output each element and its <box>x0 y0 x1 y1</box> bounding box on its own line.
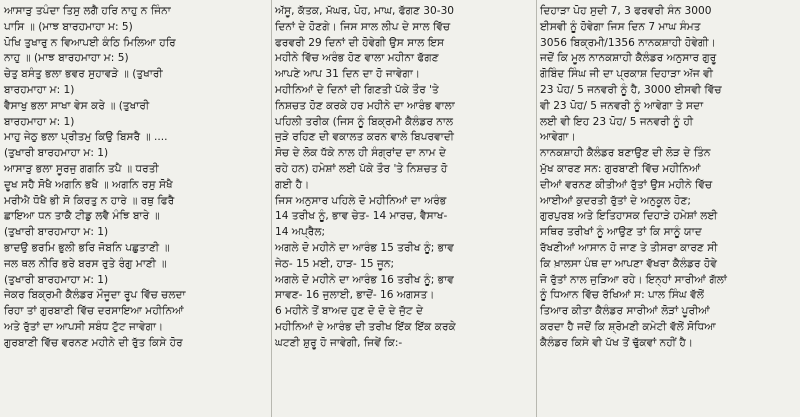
text-line: ਕੈਲੰਡਰ ਕਿਸੇ ਵੀ ਪੱਖ ਤੋਂ ਢੁੱਕਵਾਂ ਨਹੀਂ ਹੈ। <box>540 336 693 349</box>
text-line: ਆਈਆਂ ਕੁਦਰਤੀ ਰੁੱਤਾਂ ਦੇ ਅਨੁਕੂਲ ਹੋਣ; <box>540 194 691 207</box>
text-line: ਘਟਣੀ ਸ਼ੁਰੂ ਹੋ ਜਾਵੇਗੀ, ਜਿਵੇਂ ਕਿ:- <box>275 336 403 349</box>
column-1 <box>0 4 271 417</box>
text-line: ਵੀ 23 ਪੋਹ/ 5 ਜਨਵਰੀ ਨੂੰ ਆਵੇਗਾ ਤੇ ਸਦਾ <box>540 99 704 112</box>
text-line: ਕਰਦਾ ਹੈ ਜਦੋਂ ਕਿ ਸ਼੍ਰੋਮਣੀ ਕਮੇਟੀ ਵੱਲੋਂ ਸੋਧਿਆ <box>540 320 716 333</box>
text-line: ਅਗਲੇ ਦੋ ਮਹੀਨੇ ਦਾ ਆਰੰਭ 15 ਤਰੀਖ ਨੂੰ; ਭਾਵ <box>275 241 454 254</box>
text-line: ਰਹੇ ਹਨ) ਹਮੇਸ਼ਾਂ ਲਈ ਪੱਕੇ ਤੌਰ 'ਤੇ ਨਿਸ਼ਚਤ ਹੋ <box>275 162 448 175</box>
text-line: ਸਥਿਰ ਤਰੀਖਾਂ ਨੂੰ ਆਉਣ ਤਾਂ ਕਿ ਸਾਨੂੰ ਯਾਦ <box>540 226 702 239</box>
text-line: ਮਹੀਨੇ ਵਿੱਚ ਅਰੰਭ ਹੋਣ ਵਾਲਾ ਮਹੀਨਾ ਫੱਗਣ <box>275 52 439 65</box>
text-line: 3056 ਬਿਕ੍ਰਮੀ/1356 ਨਾਨਕਸ਼ਾਹੀ ਹੋਵੇਗੀ। <box>540 36 716 49</box>
text-line: ਦੂਖ ਸਹੈ ਸੋਖੈ ਅਗਨਿ ਭਖੈ ॥ ਅਗਨਿ ਰਸੁ ਸੋਖੈ <box>4 178 173 191</box>
text-line: ਫਰਵਰੀ 29 ਦਿਨਾਂ ਦੀ ਹੋਵੇਗੀ ਉਸ ਸਾਲ ਇਸ <box>275 36 445 49</box>
text-line: ਛਾਇਆ ਧਨ ਤਾਕੈ ਟੀਡੁ ਲਵੈ ਮੰਝਿ ਬਾਰੇ ॥ <box>4 210 160 223</box>
text-line: ਨੂੰ ਧਿਆਨ ਵਿੱਚ ਰੱਖਿਆਂ ਸ: ਪਾਲ ਸਿੰਘ ਵੱਲੋਂ <box>540 289 704 302</box>
text-line: ਗੁਰਪੁਰਬ ਅਤੇ ਇਤਿਹਾਸਕ ਦਿਹਾੜੇ ਹਮੇਸ਼ਾਂ ਲਈ <box>540 210 718 223</box>
text-line: ਨਿਸ਼ਚਤ ਹੋਣ ਕਰਕੇ ਹਰ ਮਹੀਨੇ ਦਾ ਆਰੰਭ ਵਾਲਾ <box>275 99 455 112</box>
text-line: ਪਾਸਿ ॥ (ਮਾਝ ਬਾਰਹਮਾਹਾ ਮ: 5) <box>4 20 133 33</box>
text-line: ਭਾਦਉ ਭਰਮਿ ਭੁਲੀ ਭਰਿ ਜੋਬਨਿ ਪਛੁਤਾਣੀ ॥ <box>4 241 170 254</box>
text-line: ਈਸਵੀ ਨੂੰ ਹੋਵੇਗਾ ਜਿਸ ਦਿਨ 7 ਮਾਘ ਸੰਮਤ <box>540 20 701 33</box>
text-line: ਪੋਖਿ ਤੁਖਾਰੁ ਨ ਵਿਆਪਈ ਕੰਠਿ ਮਿਲਿਆ ਹਰਿ <box>4 36 176 49</box>
text-line: ਤਿਆਰ ਕੀਤਾ ਕੈਲੰਡਰ ਸਾਰੀਆਂ ਲੋੜਾਂ ਪੂਰੀਆਂ <box>540 305 710 318</box>
text-line: ਮਹੀਨਿਆਂ ਦੇ ਦਿਨਾਂ ਦੀ ਗਿਣਤੀ ਪੱਕੇ ਤੌਰ 'ਤੇ <box>275 83 439 96</box>
text-line: ਦਿਨਾਂ ਦੇ ਹੋਣਗੇ। ਜਿਸ ਸਾਲ ਲੀਪ ਦੇ ਸਾਲ ਵਿੱਚ <box>275 20 451 33</box>
text-line: ਮਰੀਐ ਧੋਖੈ ਭੀ ਸੋ ਕਿਰਤੁ ਨ ਹਾਰੇ ॥ ਰਥੁ ਫਿਰੈ <box>4 194 175 207</box>
text-line: (ਤੁਖਾਰੀ ਬਾਰਹਮਾਹਾ ਮ: 1) <box>4 226 109 239</box>
text-line: ਸੋਚ ਦੇ ਲੋਕ ਧੱਕੇ ਨਾਲ ਹੀ ਸੰਗ੍ਰਾਂਦ ਦਾ ਨਾਮ ਦੇ <box>275 147 446 160</box>
text-line: ਦਿਹਾੜਾ ਪੋਹ ਸੁਦੀ 7, 3 ਫਰਵਰੀ ਸੰਨ 3000 <box>540 5 712 17</box>
text-line: (ਤੁਖਾਰੀ ਬਾਰਹਮਾਹਾ ਮ: 1) <box>4 147 109 160</box>
text-line: ਜੇਕਰ ਬਿਕ੍ਰਮੀ ਕੈਲੰਡਰ ਮੌਜੂਦਾ ਰੂਪ ਵਿੱਚ ਚਲਦਾ <box>4 289 186 302</box>
text-line: ਬਾਰਹਮਾਹਾ ਮ: 1) <box>4 115 75 128</box>
text-line: ਮਾਹੁ ਜੇਠੁ ਭਲਾ ਪ੍ਰੀਤਮੁ ਕਿਉ ਬਿਸਰੈ ॥ .... <box>4 131 168 144</box>
column-3 <box>536 4 800 417</box>
text-line: ਆਸਾੜੁ ਤਪੰਦਾ ਤਿਸੁ ਲਗੈ ਹਰਿ ਨਾਹੁ ਨ ਜਿੰਨਾ <box>4 5 171 17</box>
text-line: ਗੁਰਬਾਣੀ ਵਿੱਚ ਵਰਨਣ ਮਹੀਨੇ ਦੀ ਰੁੱਤ ਕਿਸੇ ਹੋਰ <box>4 336 183 349</box>
text-line: ਬਾਰਹਮਾਹਾ ਮ: 1) <box>4 83 75 96</box>
text-line: ਆਸਾੜੁ ਭਲਾ ਸੂਰਜੁ ਗਗਨਿ ਤਪੈ ॥ ਧਰਤੀ <box>4 162 159 175</box>
text-line: ਆਵੇਗਾ। <box>540 131 576 144</box>
text-line: (ਤੁਖਾਰੀ ਬਾਰਹਮਾਹਾ ਮ: 1) <box>4 273 109 286</box>
text-line: ਚੇਤੁ ਬਸੰਤੁ ਭਲਾ ਭਵਰ ਸੁਹਾਵੜੇ ॥ (ਤੁਖਾਰੀ <box>4 68 163 81</box>
text-line: ਵੈਸਾਖੁ ਭਲਾ ਸਾਖਾ ਵੇਸ ਕਰੇ ॥ (ਤੁਖਾਰੀ <box>4 99 150 112</box>
text-line: ਸਾਵਣ- 16 ਜੁਲਾਈ, ਭਾਦੋਂ- 16 ਅਗਸਤ। <box>275 289 435 302</box>
text-line: ਅਤੇ ਰੁੱਤਾਂ ਦਾ ਆਪਸੀ ਸਬੰਧ ਟੁੱਟ ਜਾਵੇਗਾ। <box>4 320 164 333</box>
text-line: ਰੱਖਣੀਆਂ ਆਸਾਨ ਹੋ ਜਾਣ ਤੇ ਤੀਸਰਾ ਕਾਰਣ ਸੀ <box>540 241 718 254</box>
text-line: ਨਾਨਕਸ਼ਾਹੀ ਕੈਲੰਡਰ ਬਣਾਉਣ ਦੀ ਲੋੜ ਦੇ ਤਿੰਨ <box>540 147 711 160</box>
text-line: ਅਗਲੇ ਦੋ ਮਹੀਨੇ ਦਾ ਆਰੰਭ 16 ਤਰੀਖ ਨੂੰ; ਭਾਵ <box>275 273 454 286</box>
text-line: ਮੁੱਖ ਕਾਰਣ ਸਨ: ਗੁਰਬਾਣੀ ਵਿੱਚ ਮਹੀਨਿਆਂ <box>540 162 701 175</box>
text-line: ਜੋ ਰੁੱਤਾਂ ਨਾਲ ਜੁੜਿਆ ਰਹੇ। ਇਨ੍ਹਾਂ ਸਾਰੀਆਂ ਗੱਲਾਂ <box>540 273 727 286</box>
text-line: 23 ਪੋਹ/ 5 ਜਨਵਰੀ ਨੂੰ ਹੈ, 3000 ਈਸਵੀ ਵਿੱਚ <box>540 83 722 96</box>
text-line: ਦੀਆਂ ਵਰਨਣ ਕੀਤੀਆਂ ਰੁੱਤਾਂ ਉਸ ਮਹੀਨੇ ਵਿੱਚ <box>540 178 713 191</box>
text-line: ਮਹੀਨਿਆਂ ਦੇ ਆਰੰਭ ਦੀ ਤਰੀਖ ਇੱਕ ਇੱਕ ਕਰਕੇ <box>275 320 456 333</box>
text-line: ਅੱਸੂ, ਕੱਤਕ, ਮੱਘਰ, ਪੋਹ, ਮਾਘ, ਫੱਗਣ 30-30 <box>275 5 455 17</box>
text-line: ਜੇਠ- 15 ਮਈ, ਹਾੜ- 15 ਜੂਨ; <box>275 257 395 270</box>
text-line: 6 ਮਹੀਨੇ ਤੋਂ ਬਾਅਦ ਹੁਣ ਦੋ ਦੋ ਦੇ ਜੁੱਟ ਦੇ <box>275 305 424 318</box>
text-line: ਜੁੜੇ ਰਹਿਣ ਦੀ ਵਕਾਲਤ ਕਰਨ ਵਾਲੇ ਬਿਪਰਵਾਦੀ <box>275 131 454 144</box>
text-line: ਨਾਹੁ ॥ (ਮਾਝ ਬਾਰਹਮਾਹਾ ਮ: 5) <box>4 52 129 65</box>
text-line: 14 ਤਰੀਖ ਨੂੰ, ਭਾਵ ਚੇਤ- 14 ਮਾਰਚ, ਵੈਸਾਖ- <box>275 210 448 223</box>
text-line: ਕਿ ਖ਼ਾਲਸਾ ਪੰਥ ਦਾ ਆਪਣਾ ਵੱਖਰਾ ਕੈਲੰਡਰ ਹੋਵੇ <box>540 257 718 270</box>
text-line: 14 ਅਪ੍ਰੈਲ; <box>275 226 326 239</box>
text-line: ਗੋਬਿੰਦ ਸਿੰਘ ਜੀ ਦਾ ਪ੍ਰਕਾਸ਼ ਦਿਹਾੜਾ ਅੱਜ ਵੀ <box>540 68 713 81</box>
text-line: ਆਪਣੇ ਆਪ 31 ਦਿਨ ਦਾ ਹੋ ਜਾਵੇਗਾ। <box>275 68 421 81</box>
text-line: ਰਿਹਾ ਤਾਂ ਗੁਰਬਾਣੀ ਵਿੱਚ ਦਰਸਾਇਆ ਮਹੀਨਿਆਂ <box>4 305 184 318</box>
column-divider <box>271 0 272 417</box>
text-line: ਗਈ ਹੈ। <box>275 178 310 191</box>
text-line: ਜਲ ਥਲ ਨੀਰਿ ਭਰੇ ਬਰਸ ਰੁਤੇ ਰੰਗੁ ਮਾਣੀ ॥ <box>4 257 167 270</box>
text-line: ਜਦੋਂ ਕਿ ਮੂਲ ਨਾਨਕਸ਼ਾਹੀ ਕੈਲੰਡਰ ਅਨੁਸਾਰ ਗੁਰੂ <box>540 52 717 65</box>
text-line: ਪਹਿਲੀ ਤਰੀਕ (ਜਿਸ ਨੂੰ ਬਿਕ੍ਰਮੀ ਕੈਲੰਡਰ ਨਾਲ <box>275 115 454 128</box>
text-line: ਜਿਸ ਅਨੁਸਾਰ ਪਹਿਲੇ ਦੋ ਮਹੀਨਿਆਂ ਦਾ ਅਰੰਭ <box>275 194 447 207</box>
text-line: ਲਈ ਵੀ ਇਹ 23 ਪੋਹ/ 5 ਜਨਵਰੀ ਨੂੰ ਹੀ <box>540 115 694 128</box>
column-divider <box>536 0 537 417</box>
column-2 <box>271 4 536 417</box>
